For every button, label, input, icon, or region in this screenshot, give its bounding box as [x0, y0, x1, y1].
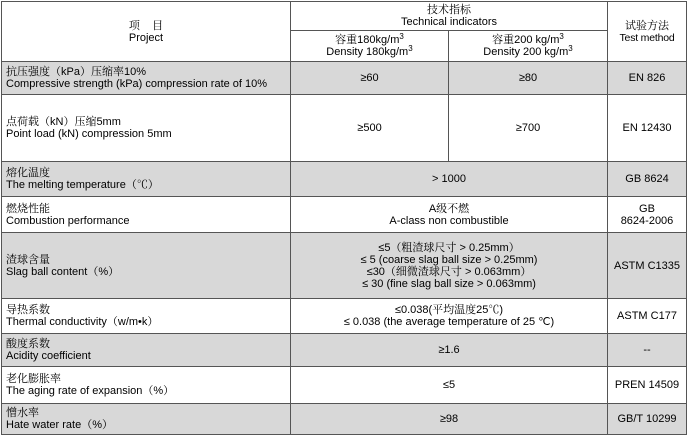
value-line: ≤ 5 (coarse slag ball size > 0.25mm) — [360, 253, 538, 266]
density-180-header-cn — [295, 34, 444, 46]
test-method-cell: PREN 14509 — [608, 367, 687, 404]
cubic-superscript: 3 — [408, 44, 413, 53]
test-method-line: GB — [639, 202, 655, 215]
value-density-180: ≥500 — [291, 95, 449, 162]
density-200-header-cell — [449, 31, 608, 62]
table-row — [2, 404, 687, 435]
technical-indicators-header-cn: 技术指标 — [427, 4, 471, 16]
property-cell — [2, 367, 291, 404]
technical-indicators-header-en: Technical indicators — [401, 16, 497, 28]
property-name-cn: 憎水率 — [6, 407, 39, 419]
value-cell: > 1000 — [291, 162, 608, 197]
test-method-cell: -- — [608, 334, 687, 367]
density-200-cn-text: 容重200 kg/m — [492, 34, 560, 46]
property-name-cn: 导热系数 — [6, 304, 50, 316]
project-header-en: Project — [128, 31, 164, 44]
property-name-cn: 点荷载（kN）压缩5mm — [6, 116, 121, 128]
cubic-superscript: 3 — [568, 44, 573, 53]
cubic-superscript: 3 — [559, 32, 564, 41]
technical-indicators-header-cell — [291, 2, 608, 31]
property-name-cn: 燃烧性能 — [6, 202, 50, 215]
value-line: ≤5（粗渣球尺寸 > 0.25mm） — [378, 241, 520, 254]
table-row — [2, 367, 687, 404]
property-name-cn: 老化膨胀率 — [6, 373, 61, 385]
header-row — [2, 2, 687, 31]
test-method-cell: EN 826 — [608, 62, 687, 95]
table-row — [2, 334, 687, 367]
value-line: ≤ 30 (fine slag ball size > 0.063mm) — [362, 277, 536, 290]
property-name-en: Point load (kN) compression 5mm — [6, 128, 172, 140]
property-cell — [2, 62, 291, 95]
property-cell — [2, 197, 291, 233]
density-200-en-text: Density 200 kg/m — [483, 46, 569, 58]
test-method-header-en: Test method — [619, 31, 675, 44]
test-method-cell: ASTM C177 — [608, 299, 687, 334]
value-cell — [291, 197, 608, 233]
property-cell — [2, 162, 291, 197]
value-cell: ≥98 — [291, 404, 608, 435]
test-method-header-cn: 试验方法 — [625, 19, 669, 32]
table-row — [2, 62, 687, 95]
property-cell — [2, 404, 291, 435]
property-name-en: Acidity coefficient — [6, 350, 91, 362]
property-name-en: Compressive strength (kPa) compression rate of 10% — [6, 78, 268, 90]
density-180-cn-text: 容重180kg/m — [335, 34, 400, 46]
property-cell — [2, 334, 291, 367]
property-name-cn: 酸度系数 — [6, 338, 50, 350]
density-200-header-en — [453, 46, 603, 58]
value-cell — [291, 299, 608, 334]
value-line: ≤30（细微渣球尺寸 > 0.063mm） — [366, 265, 532, 278]
table-row — [2, 95, 687, 162]
value-line: A-class non combustible — [389, 214, 509, 227]
value-line: ≤0.038(平均温度25℃) — [394, 304, 504, 316]
density-200-header-cn — [453, 34, 603, 46]
value-density-180: ≥60 — [291, 62, 449, 95]
test-method-cell: GB/T 10299 — [608, 404, 687, 435]
table-row — [2, 299, 687, 334]
test-method-cell — [608, 197, 687, 233]
table-row — [2, 162, 687, 197]
test-method-cell: ASTM C1335 — [608, 233, 687, 299]
project-header-cn: 项 目 — [128, 19, 164, 32]
property-name-en: Slag ball content（%） — [6, 265, 120, 278]
test-method-line: 8624-2006 — [620, 214, 674, 227]
technical-indicators-table — [1, 1, 687, 435]
test-method-header-cell — [608, 2, 687, 62]
property-cell — [2, 233, 291, 299]
value-cell: ≥1.6 — [291, 334, 608, 367]
value-density-200: ≥80 — [449, 62, 608, 95]
value-density-200: ≥700 — [449, 95, 608, 162]
project-header-cell — [2, 2, 291, 62]
property-name-en: The melting temperature（℃） — [6, 179, 159, 191]
density-180-header-cell — [291, 31, 449, 62]
density-180-en-text: Density 180kg/m — [326, 46, 409, 58]
property-name-en: Thermal conductivity（w/m•k） — [6, 316, 159, 328]
value-cell — [291, 233, 608, 299]
cubic-superscript: 3 — [399, 32, 404, 41]
property-name-cn: 抗压强度（kPa）压缩率10% — [6, 66, 146, 78]
property-name-en: Combustion performance — [6, 214, 130, 227]
test-method-cell: EN 12430 — [608, 95, 687, 162]
value-cell: ≤5 — [291, 367, 608, 404]
table-row — [2, 197, 687, 233]
property-name-en: The aging rate of expansion（%） — [6, 385, 175, 397]
property-cell — [2, 95, 291, 162]
test-method-cell: GB 8624 — [608, 162, 687, 197]
value-line: ≤ 0.038 (the average temperature of 25 ℃) — [343, 316, 555, 328]
property-name-cn: 熔化温度 — [6, 167, 50, 179]
value-line: A级不燃 — [428, 202, 470, 215]
table-row — [2, 233, 687, 299]
density-180-header-en — [295, 46, 444, 58]
property-cell — [2, 299, 291, 334]
property-name-cn: 渣球含量 — [6, 253, 50, 266]
property-name-en: Hate water rate（%） — [6, 419, 113, 431]
